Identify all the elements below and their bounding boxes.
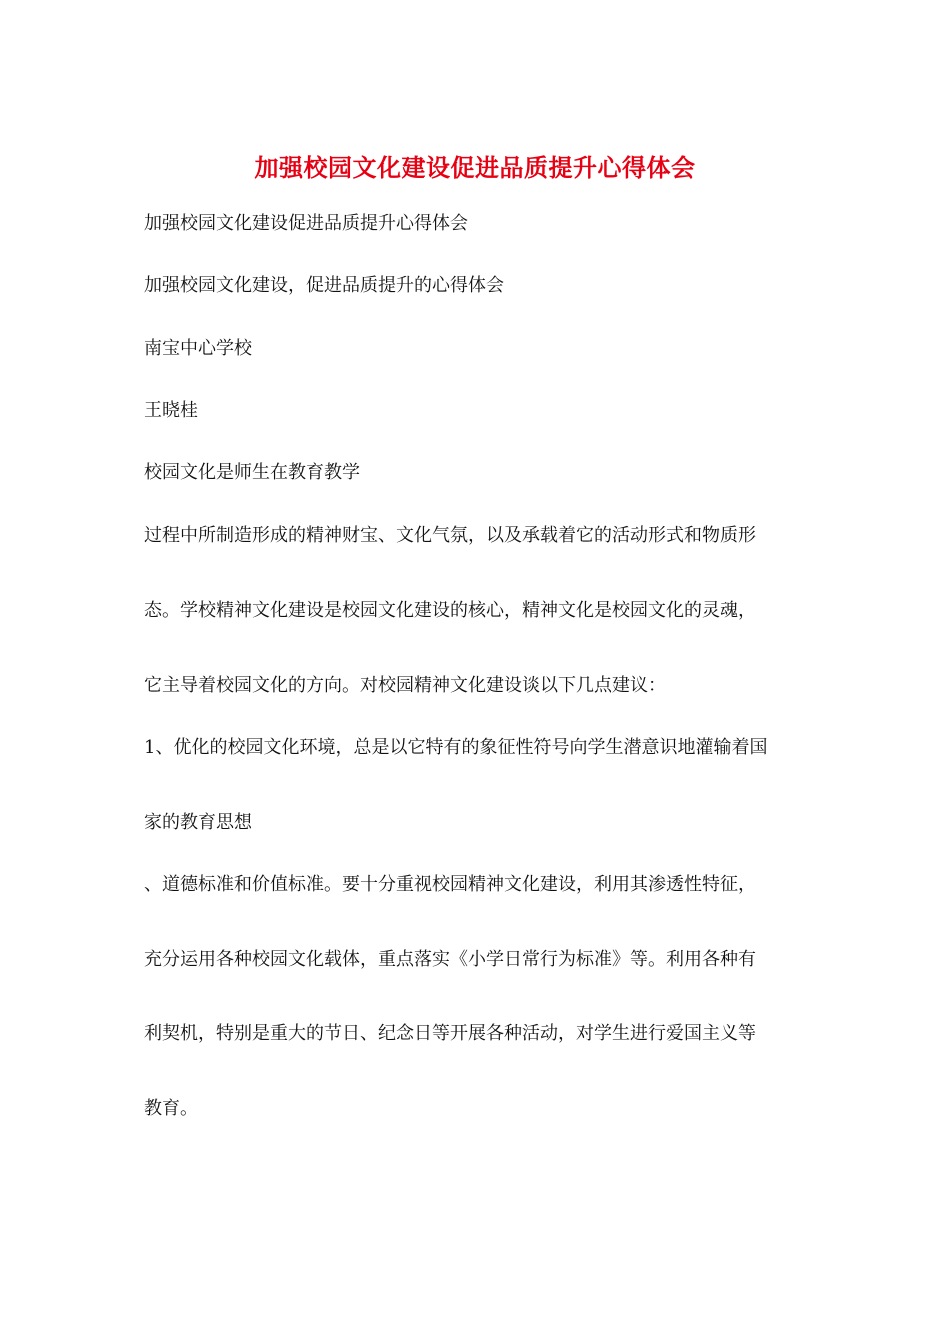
- list-item-number: 1: [144, 737, 156, 758]
- school-name: 南宝中心学校: [144, 338, 252, 359]
- paragraph-line: 充分运用各种校园文化载体，重点落实《小学日常行为标准》等。利用各种有: [144, 949, 756, 970]
- heading-line: 加强校园文化建设，促进品质提升的心得体会: [144, 275, 504, 296]
- paragraph-line: 家的教育思想: [144, 812, 252, 833]
- list-item-1: [144, 735, 767, 761]
- document-title: 加强校园文化建设促进品质提升心得体会: [254, 153, 696, 182]
- subtitle-line: 加强校园文化建设促进品质提升心得体会: [144, 213, 468, 234]
- paragraph-line: 校园文化是师生在教育教学: [144, 462, 360, 483]
- paragraph-line: 教育。: [144, 1098, 198, 1119]
- paragraph-line: 态。学校精神文化建设是校园文化建设的核心，精神文化是校园文化的灵魂，: [144, 600, 756, 621]
- paragraph-line: 利契机，特别是重大的节日、纪念日等开展各种活动，对学生进行爱国主义等: [144, 1023, 756, 1044]
- author-name: 王晓桂: [144, 400, 198, 421]
- paragraph-line: 、道德标准和价值标准。要十分重视校园精神文化建设，利用其渗透性特征，: [144, 874, 756, 895]
- paragraph-line: 过程中所制造形成的精神财宝、文化气氛，以及承载着它的活动形式和物质形: [144, 525, 756, 546]
- list-item-text: 、优化的校园文化环境，总是以它特有的象征性符号向学生潜意识地灌输着国: [155, 737, 768, 758]
- paragraph-line: 它主导着校园文化的方向。对校园精神文化建设谈以下几点建议：: [144, 675, 666, 696]
